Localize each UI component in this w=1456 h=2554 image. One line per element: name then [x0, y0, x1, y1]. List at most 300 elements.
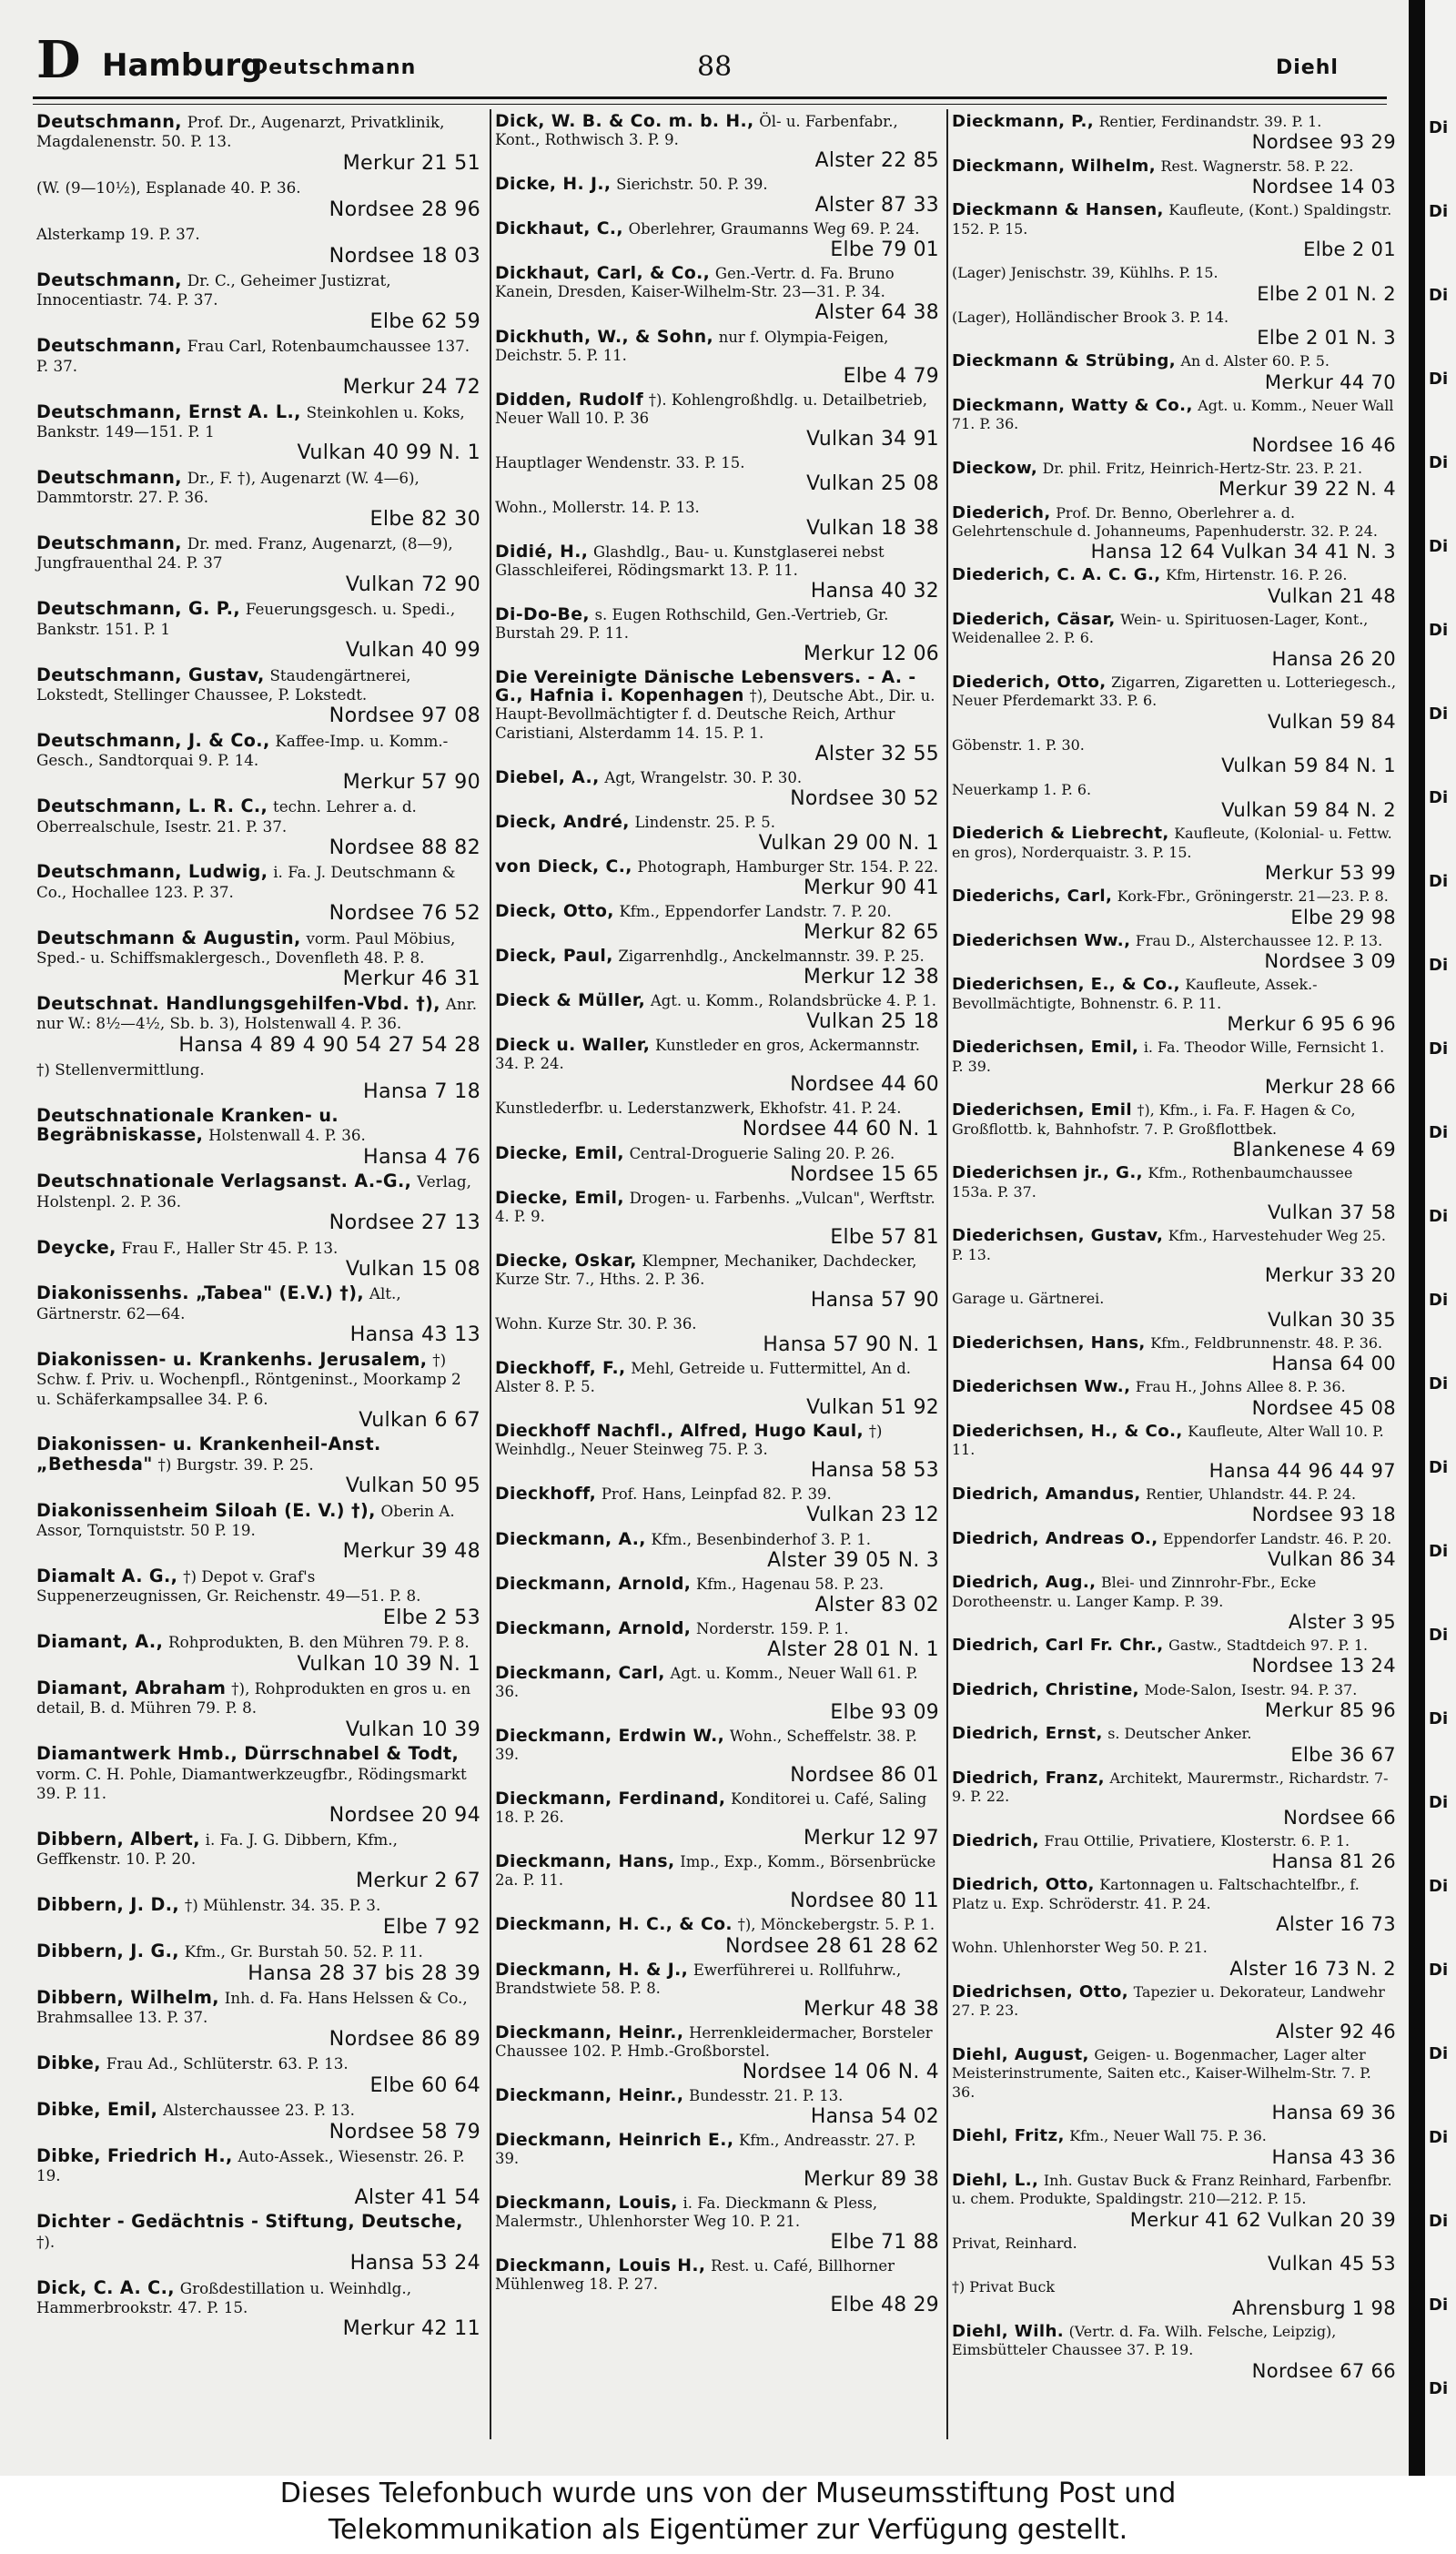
entry-name: Deutschmann, G. P., — [36, 598, 241, 620]
edge-fragment: Di — [1429, 956, 1449, 975]
directory-entry — [36, 466, 480, 531]
phone-number: Nordsee 44 60 — [790, 1073, 939, 1097]
directory-entry — [952, 1832, 1396, 1873]
edge-fragment: Di — [1429, 2128, 1449, 2147]
phone-number: Vulkan 29 00 N. 1 — [758, 831, 939, 855]
phone-number: Merkur 82 65 — [803, 921, 939, 944]
entry-name: Dickhaut, Carl, & Co., — [495, 264, 711, 284]
directory-entry — [495, 769, 939, 810]
directory-entry — [952, 460, 1396, 501]
phone-number: Merkur 42 11 — [342, 2316, 480, 2341]
directory-entry — [952, 2323, 1396, 2382]
directory-entry — [495, 1145, 939, 1186]
phone-number: Hansa 43 36 — [1271, 2144, 1396, 2168]
phone-number: Vulkan 45 53 — [1267, 2252, 1396, 2275]
phone-number: Vulkan 10 39 — [345, 1717, 480, 1741]
directory-entry — [36, 1348, 480, 1433]
phone-number: Alster 41 54 — [354, 2184, 480, 2209]
entry-name: Dieckmann, P., — [952, 112, 1095, 131]
directory-entry — [36, 1830, 480, 1892]
directory-entry — [495, 948, 939, 988]
entry-name: Dieck, André, — [495, 812, 630, 832]
phone-number: Nordsee 14 06 N. 4 — [742, 2060, 939, 2083]
directory-entry — [495, 1100, 939, 1140]
entry-detail: Kaufleute, Alter Wall 10. P. 11. — [952, 1422, 1384, 1459]
phone-number: Alster 83 02 — [814, 1593, 939, 1617]
phone-number: Elbe 48 29 — [830, 2294, 939, 2317]
directory-entry — [952, 1574, 1396, 1633]
directory-entry — [36, 1435, 480, 1497]
entry-detail: Prof. Dr. Benno, Oberlehrer a. d. Gelehrtenschule d. Johanneums, Papenhuderstr. 32. P. 24. — [952, 503, 1378, 540]
entry-detail: Frau Ottilie, Privatiere, Klosterstr. 6. P. 1. — [1044, 1831, 1350, 1850]
phone-number: Vulkan 40 99 — [345, 638, 480, 663]
phone-number: Vulkan 10 39 N. 1 — [297, 1651, 480, 1676]
entry-detail: Mehl, Getreide u. Futtermittel, An d. Alster 8. P. 5. — [495, 1360, 911, 1396]
header-rule-thin — [33, 104, 1387, 105]
phone-number: Alster 16 73 N. 2 — [1229, 1956, 1396, 1980]
entry-name: Diedrich, Carl Fr. Chr., — [952, 1636, 1164, 1656]
directory-entry — [952, 1681, 1396, 1722]
entry-name: Dieckmann, Erdwin W., — [495, 1726, 725, 1746]
edge-fragment: Di — [1429, 1709, 1449, 1728]
entry-name: Dick, C. A. C., — [36, 2276, 175, 2298]
directory-entry — [952, 1101, 1396, 1160]
entry-detail: †) Weinhdlg., Neuer Steinweg 75. P. 3. — [495, 1423, 883, 1459]
edge-fragment: Di — [1429, 2044, 1449, 2063]
directory-entry — [952, 1530, 1396, 1571]
phone-number: Hansa 54 02 — [810, 2104, 939, 2128]
entry-name: Diederichsen jr., G., — [952, 1163, 1143, 1183]
entry-detail: Kfm., Eppendorfer Landstr. 7. P. 20. — [619, 902, 892, 920]
directory-entry — [36, 929, 480, 991]
entry-name: Deutschnat. Handlungsgehilfen-Vbd. †), — [36, 992, 440, 1014]
phone-number: Vulkan 59 84 N. 1 — [1221, 754, 1396, 777]
entry-detail: †) Privat Buck — [952, 2278, 1056, 2296]
entry-detail: techn. Lehrer a. d. Oberrealschule, Isestr. 21. P. 37. — [36, 797, 417, 836]
directory-entry — [952, 264, 1396, 305]
phone-number: Ahrensburg 1 98 — [1232, 2296, 1396, 2319]
entry-detail: Kunstlederfbr. u. Lederstanzwerk, Ekhofstr. 41. P. 24. — [495, 1100, 902, 1118]
entry-name: Deutschmann, — [36, 466, 182, 488]
entry-name: Dieckmann, A., — [495, 1529, 646, 1549]
phone-number: Vulkan 86 34 — [1267, 1546, 1396, 1570]
phone-number: Nordsee 86 89 — [329, 2026, 480, 2051]
entry-detail: Kfm., Rothenbaumchaussee 153a. P. 37. — [952, 1164, 1353, 1201]
entry-detail: †), Mönckebergstr. 5. P. 1. — [737, 1916, 935, 1934]
directory-entry — [36, 2276, 480, 2341]
entry-detail: Agt, Wrangelstr. 30. P. 30. — [604, 768, 803, 786]
directory-entry — [952, 611, 1396, 670]
directory-entry — [495, 669, 939, 765]
entry-detail: Imp., Exp., Komm., Börsenbrücke 2a. P. 11. — [495, 1853, 936, 1890]
edge-fragment: Di — [1429, 286, 1449, 305]
directory-entry — [36, 797, 480, 859]
directory-entry — [952, 397, 1396, 456]
entry-name: Dieckow, — [952, 458, 1038, 478]
phone-number: Alster 3 95 — [1288, 1609, 1396, 1633]
directory-entry — [495, 499, 939, 540]
directory-entry — [36, 1745, 480, 1827]
edge-fragment: Di — [1429, 1458, 1449, 1477]
phone-number: Blankenese 4 69 — [1232, 1138, 1396, 1161]
entry-name: Diederichsen, Hans, — [952, 1333, 1146, 1353]
edge-fragment: Di — [1429, 2212, 1449, 2231]
entry-name: Diamantwerk Hmb., Dürrschnabel & Todt, — [36, 1743, 460, 1765]
phone-number: Alster 39 05 N. 3 — [767, 1548, 939, 1572]
phone-number: Merkur 44 70 — [1264, 370, 1396, 393]
directory-entry — [952, 1227, 1396, 1286]
directory-entry — [495, 1916, 939, 1957]
entry-detail: Glashdlg., Bau- u. Kunstglaserei nebst Glasschleiferei, Rödingsmarkt 13. P. 11. — [495, 543, 885, 580]
phone-number: Merkur 33 20 — [1264, 1262, 1396, 1286]
entry-detail: nur f. Olympia-Feigen, Deichstr. 5. P. 11. — [495, 328, 889, 364]
edge-fragment: Di — [1429, 202, 1449, 221]
column-1 — [36, 113, 480, 2345]
phone-number: Elbe 7 92 — [382, 1914, 480, 1939]
phone-number: Hansa 12 64 Vulkan 34 41 N. 3 — [1090, 540, 1396, 563]
entry-detail: Verlag, Holstenpl. 2. P. 36. — [36, 1172, 471, 1211]
footer-line-1: Dieses Telefonbuch wurde uns von der Museumsstiftung Post und — [279, 2478, 1177, 2509]
entry-detail: Lindenstr. 25. P. 5. — [634, 813, 775, 831]
entry-detail: (Lager), Holländischer Brook 3. P. 14. — [952, 308, 1229, 326]
entry-name: Dieck, Paul, — [495, 947, 613, 967]
phone-number: Hansa 7 18 — [363, 1079, 480, 1103]
phone-number: Alster 16 73 — [1276, 1912, 1396, 1936]
entry-detail: Dr., F. †), Augenarzt (W. 4—6), Dammtorstr. 27. P. 36. — [36, 468, 420, 507]
phone-number: Elbe 2 01 N. 3 — [1257, 326, 1396, 350]
edge-fragment: Di — [1429, 1961, 1449, 1980]
entry-name: Diederichsen, Gustav, — [952, 1226, 1164, 1246]
phone-number: Vulkan 37 58 — [1267, 1201, 1396, 1223]
entry-detail: Architekt, Maurermstr., Richardstr. 7-9. P. 22. — [952, 1769, 1389, 1806]
entry-detail: Wohn., Mollerstr. 14. P. 13. — [495, 498, 700, 516]
phone-number: Nordsee 76 52 — [329, 901, 480, 926]
entry-name: Dibbern, Albert, — [36, 1829, 200, 1850]
directory-entry — [952, 976, 1396, 1035]
entry-detail: Tapezier u. Dekorateur, Landwehr 27. P. 23. — [952, 1983, 1385, 2020]
entry-detail: Kartonnagen u. Faltschachtelfbr., f. Platz u. Exp. Schröderstr. 41. P. 24. — [952, 1876, 1360, 1912]
entry-detail: Alt., Gärtnerstr. 62—64. — [36, 1284, 401, 1323]
phone-number: Hansa 81 26 — [1271, 1850, 1396, 1873]
phone-number: Elbe 62 59 — [369, 309, 480, 333]
phone-number: Merkur 39 22 N. 4 — [1218, 477, 1396, 501]
directory-entry — [495, 543, 939, 603]
directory-entry — [952, 309, 1396, 350]
entry-name: Dicke, H. J., — [495, 175, 612, 195]
directory-entry — [952, 932, 1396, 973]
entry-name: Diederichsen, E., & Co., — [952, 975, 1180, 995]
edge-fragment: Di — [1429, 370, 1449, 389]
phone-number: Merkur 90 41 — [803, 876, 939, 899]
footer-notice — [0, 2476, 1456, 2554]
edge-fragment: Di — [1429, 621, 1449, 640]
entry-name: Dieckmann, Louis, — [495, 2194, 678, 2214]
directory-entry — [495, 2132, 939, 2191]
edge-fragment: Di — [1429, 1039, 1449, 1059]
city-name: Hamburg — [102, 47, 263, 84]
entry-detail: Zigarrenhdlg., Anckelmannstr. 39. P. 25. — [618, 948, 925, 966]
phone-number: Merkur 85 96 — [1264, 1698, 1396, 1722]
edge-fragment: Di — [1429, 1374, 1449, 1394]
directory-entry — [495, 1790, 939, 1850]
edge-fragment: Di — [1429, 2296, 1449, 2315]
phone-number: Merkur 48 38 — [803, 1997, 939, 2021]
entry-name: Dieckmann, Heinrich E., — [495, 2130, 734, 2150]
entry-detail: Wohn. Uhlenhorster Weg 50. P. 21. — [952, 1939, 1208, 1957]
entry-name: Diecke, Emil, — [495, 1143, 624, 1163]
directory-entry — [495, 1620, 939, 1661]
header-rule — [33, 96, 1387, 99]
entry-name: Di-Do-Be, — [495, 605, 590, 625]
column-2 — [495, 113, 939, 2320]
entry-detail: Photograph, Hamburger Str. 154. P. 22. — [637, 857, 939, 876]
directory-entry — [36, 337, 480, 399]
phone-number: Merkur 12 38 — [803, 966, 939, 989]
directory-entry — [952, 674, 1396, 733]
directory-entry — [952, 1769, 1396, 1829]
phone-number: Vulkan 34 91 — [806, 427, 939, 451]
phone-number: Vulkan 59 84 — [1267, 709, 1396, 733]
entry-detail: Frau Ad., Schlüterstr. 63. P. 13. — [106, 2054, 349, 2073]
directory-entry — [952, 504, 1396, 563]
directory-entry — [952, 1378, 1396, 1419]
entry-detail: Rentier, Ferdinandstr. 39. P. 1. — [1098, 113, 1322, 130]
edge-fragment: Di — [1429, 453, 1449, 472]
entry-name: Dieckmann, H. C., & Co. — [495, 1915, 733, 1935]
phone-number: Nordsee 28 96 — [329, 197, 480, 221]
section-letter: D — [36, 30, 81, 90]
phone-number: Hansa 44 96 44 97 — [1208, 1458, 1396, 1482]
phone-number: Nordsee 28 61 28 62 — [725, 1934, 939, 1958]
phone-number: Vulkan 18 38 — [806, 517, 939, 540]
directory-entry — [952, 1725, 1396, 1766]
directory-entry — [952, 1039, 1396, 1098]
entry-detail: Kfm., Besenbinderhof 3. P. 1. — [651, 1530, 871, 1548]
entry-name: Dieckmann, Heinr., — [495, 2085, 684, 2105]
entry-name: Diedrich, Aug., — [952, 1573, 1097, 1593]
page-header — [36, 30, 1392, 96]
entry-detail: Frau H., Johns Allee 8. P. 36. — [1135, 1378, 1346, 1396]
entry-detail: Oberin A. Assor, Tornquiststr. 50 P. 19. — [36, 1501, 455, 1540]
entry-name: Dieckmann, Arnold, — [495, 1574, 692, 1594]
directory-entry — [36, 1633, 480, 1676]
edge-fragment: Di — [1429, 1877, 1449, 1896]
directory-entry — [36, 1567, 480, 1629]
phone-number: Vulkan 25 18 — [806, 1010, 939, 1034]
column-3 — [952, 113, 1396, 2386]
entry-name: Dieckmann & Strübing, — [952, 351, 1177, 371]
directory-entry — [36, 113, 480, 175]
directory-entry — [495, 903, 939, 944]
entry-name: Diedrich, — [952, 1830, 1039, 1850]
directory-entry — [495, 329, 939, 388]
entry-name: Deutschmann, — [36, 532, 182, 554]
entry-detail: Sierichstr. 50. P. 39. — [616, 176, 768, 194]
column-divider — [946, 109, 948, 2439]
directory-entry — [952, 1164, 1396, 1223]
entry-name: Diehl, L., — [952, 2170, 1039, 2190]
edge-fragment: Di — [1429, 2379, 1449, 2398]
edge-fragment: Di — [1429, 872, 1449, 891]
directory-entry — [495, 814, 939, 855]
phone-number: Hansa 26 20 — [1271, 646, 1396, 670]
entry-name: Diakonissen- u. Krankenhs. Jerusalem, — [36, 1348, 428, 1370]
phone-number: Nordsee 3 09 — [1264, 949, 1396, 973]
entry-detail: Mode-Salon, Isestr. 94. P. 37. — [1144, 1680, 1358, 1698]
phone-number: Elbe 57 81 — [830, 1225, 939, 1249]
entry-detail: Hauptlager Wendenstr. 33. P. 15. — [495, 453, 745, 471]
entry-detail: Rest. Wagnerstr. 58. P. 22. — [1160, 157, 1354, 175]
entry-detail: i. Fa. J. G. Dibbern, Kfm., Geffkenstr. 10. P. 20. — [36, 1830, 398, 1869]
entry-name: Deutschmann, Ernst A. L., — [36, 400, 301, 422]
edge-fragment: Di — [1429, 1626, 1449, 1645]
entry-detail: i. Fa. Theodor Wille, Fernsicht 1. P. 39. — [952, 1039, 1385, 1075]
directory-entry — [495, 1423, 939, 1482]
entry-name: Diecke, Oskar, — [495, 1251, 637, 1271]
entry-name: Diederich, Cäsar, — [952, 610, 1116, 630]
phone-number: Alster 32 55 — [814, 742, 939, 765]
entry-name: Dibke, — [36, 2052, 101, 2074]
entry-detail: Dr. med. Franz, Augenarzt, (8—9), Jungfrauenthal 24. P. 37 — [36, 534, 453, 573]
entry-detail: Agt. u. Komm., Neuer Wall 61. P. 36. — [495, 1664, 918, 1700]
entry-detail: Geigen- u. Bogenmacher, Lager alter Meisterinstrumente, Saiten etc., Kaiser-Wilhelm-Str. 7. P. 36. — [952, 2045, 1371, 2101]
phone-number: Merkur 89 38 — [803, 2168, 939, 2192]
entry-detail: Frau F., Haller Str 45. P. 13. — [121, 1238, 339, 1257]
entry-name: Diederich, Otto, — [952, 673, 1107, 693]
entry-name: Deutschmann, — [36, 269, 182, 291]
entry-detail: s. Eugen Rothschild, Gen.-Vertrieb, Gr. Burstah 29. P. 11. — [495, 606, 889, 643]
directory-entry — [495, 2024, 939, 2083]
phone-number: Vulkan 40 99 N. 1 — [297, 441, 480, 465]
entry-name: Deycke, — [36, 1236, 116, 1258]
entry-name: Diebel, A., — [495, 767, 600, 787]
directory-entry — [36, 178, 480, 221]
phone-number: Vulkan 59 84 N. 2 — [1221, 797, 1396, 821]
directory-entry — [36, 2147, 480, 2209]
entry-name: Dieckmann, Louis H., — [495, 2256, 706, 2276]
edge-fragment: Di — [1429, 1542, 1449, 1561]
entry-name: Diedrich, Amandus, — [952, 1484, 1141, 1504]
phone-number: Hansa 58 53 — [810, 1459, 939, 1483]
directory-entry — [952, 201, 1396, 260]
edge-fragment: Di — [1429, 118, 1449, 137]
phone-number: Merkur 12 97 — [803, 1827, 939, 1850]
directory-entry — [952, 2127, 1396, 2168]
entry-name: Didden, Rudolf — [495, 390, 644, 410]
entry-name: Diedrich, Christine, — [952, 1679, 1139, 1699]
entry-name: Diehl, Fritz, — [952, 2126, 1065, 2146]
directory-entry — [36, 271, 480, 333]
entry-detail: Kfm., Neuer Wall 75. P. 36. — [1069, 2127, 1267, 2145]
phone-number: Vulkan 30 35 — [1267, 1307, 1396, 1331]
range-start: Deutschmann — [251, 56, 417, 79]
directory-entry — [495, 1576, 939, 1617]
entry-detail: Kaufleute, Assek.-Bevollmächtigte, Bohnenstr. 6. P. 11. — [952, 976, 1318, 1012]
phone-number: Vulkan 51 92 — [806, 1396, 939, 1420]
entry-detail: Kaufleute, (Kolonial- u. Fettw. en gros), Norderquaistr. 3. P. 15. — [952, 825, 1392, 861]
phone-number: Nordsee 45 08 — [1251, 1395, 1396, 1419]
adjacent-page-edge — [1409, 0, 1456, 2476]
entry-name: Dibke, Emil, — [36, 2099, 158, 2121]
directory-entry — [36, 2101, 480, 2144]
entry-detail: †) Burgstr. 39. P. 25. — [157, 1454, 314, 1474]
directory-entry — [36, 1499, 480, 1564]
entry-name: Dibbern, Wilhelm, — [36, 1987, 219, 2009]
entry-name: Diederichs, Carl, — [952, 887, 1113, 907]
phone-number: Hansa 4 76 — [363, 1144, 480, 1169]
entry-detail: Rentier, Uhlandstr. 44. P. 24. — [1146, 1485, 1357, 1503]
phone-number: Nordsee 97 08 — [329, 704, 480, 728]
phone-number: Merkur 21 51 — [342, 150, 480, 175]
entry-name: Deutschnationale Verlagsanst. A.-G., — [36, 1171, 412, 1192]
entry-name: Deutschmann, Gustav, — [36, 664, 265, 685]
directory-entry — [495, 2257, 939, 2316]
directory-entry — [36, 400, 480, 465]
entry-detail: Wohn., Scheffelstr. 38. P. 39. — [495, 1727, 917, 1764]
directory-entry — [495, 265, 939, 324]
phone-number: Merkur 28 66 — [1264, 1075, 1396, 1099]
entry-detail: Neuerkamp 1. P. 6. — [952, 780, 1092, 798]
directory-entry — [952, 2172, 1396, 2231]
directory-entry — [952, 2235, 1396, 2275]
entry-detail: (Lager) Jenischstr. 39, Kühlhs. P. 15. — [952, 264, 1218, 282]
entry-name: Dickhaut, C., — [495, 219, 623, 239]
entry-name: Diederichsen Ww., — [952, 930, 1131, 950]
edge-fragment: Di — [1429, 1123, 1449, 1142]
entry-name: Deutschmann, — [36, 335, 182, 357]
entry-detail: Herrenkleidermacher, Borsteler Chaussee 102. P. Hmb.-Großborstel. — [495, 2023, 933, 2060]
entry-name: Dieck u. Waller, — [495, 1036, 651, 1056]
entry-detail: Agt. u. Komm., Neuer Wall 71. P. 36. — [952, 396, 1394, 433]
directory-entry — [495, 1037, 939, 1096]
entry-name: Diederichsen, H., & Co., — [952, 1421, 1183, 1441]
entry-detail: Zigarren, Zigaretten u. Lotteriegesch., Neuer Pferdemarkt 33. P. 6. — [952, 674, 1396, 710]
edge-fragment: Di — [1429, 537, 1449, 556]
entry-name: Diamant, Abraham — [36, 1677, 227, 1699]
entry-detail: (Vertr. d. Fa. Wilh. Felsche, Leipzig), Eimsbütteler Chaussee 37. P. 19. — [952, 2323, 1337, 2359]
directory-entry — [36, 534, 480, 596]
page-gutter — [1409, 0, 1425, 2476]
entry-detail: Öl- u. Farbenfabr., Kont., Rothwisch 3. P. 9. — [495, 113, 898, 149]
phone-number: Vulkan 50 95 — [345, 1474, 480, 1498]
edge-fragment: Di — [1429, 788, 1449, 807]
phone-number: Nordsee 44 60 N. 1 — [742, 1118, 939, 1141]
entry-detail: Kfm., Hagenau 58. P. 23. — [696, 1575, 885, 1593]
entry-name: Diamalt A. G., — [36, 1565, 178, 1586]
phone-number: Nordsee 93 18 — [1251, 1503, 1396, 1526]
entry-name: Deutschmann, J. & Co., — [36, 729, 270, 751]
entry-name: Diamant, A., — [36, 1631, 164, 1653]
phone-number: Alster 87 33 — [814, 194, 939, 218]
entry-detail: Drogen- u. Farbenhs. „Vulcan", Werftstr. 4. P. 9. — [495, 1189, 935, 1225]
directory-entry — [36, 1284, 480, 1346]
entry-detail: Kaufleute, (Kont.) Spaldingstr. 152. P. 15. — [952, 201, 1392, 238]
entry-detail: Holstenwall 4. P. 36. — [208, 1126, 366, 1145]
phone-number: Elbe 79 01 — [830, 238, 939, 262]
directory-entry — [952, 113, 1396, 154]
phone-number: Alster 92 46 — [1276, 2019, 1396, 2042]
phone-number: Nordsee 16 46 — [1251, 432, 1396, 456]
entry-detail: Anr. nur W.: 8½—4½, Sb. b. 3), Holstenwall 4. P. 36. — [36, 994, 478, 1033]
entry-detail: Kfm., Gr. Burstah 50. 52. P. 11. — [184, 1942, 423, 1961]
entry-detail: Gen.-Vertr. d. Fa. Bruno Kanein, Dresden, Kaiser-Wilhelm-Str. 23—31. P. 34. — [495, 265, 895, 301]
directory-entry — [495, 2194, 939, 2254]
phone-number: Hansa 40 32 — [810, 580, 939, 603]
directory-entry — [952, 825, 1396, 884]
phone-number: Merkur 46 31 — [342, 967, 480, 991]
phone-number: Vulkan 6 67 — [359, 1407, 480, 1432]
directory-entry — [495, 1485, 939, 1526]
